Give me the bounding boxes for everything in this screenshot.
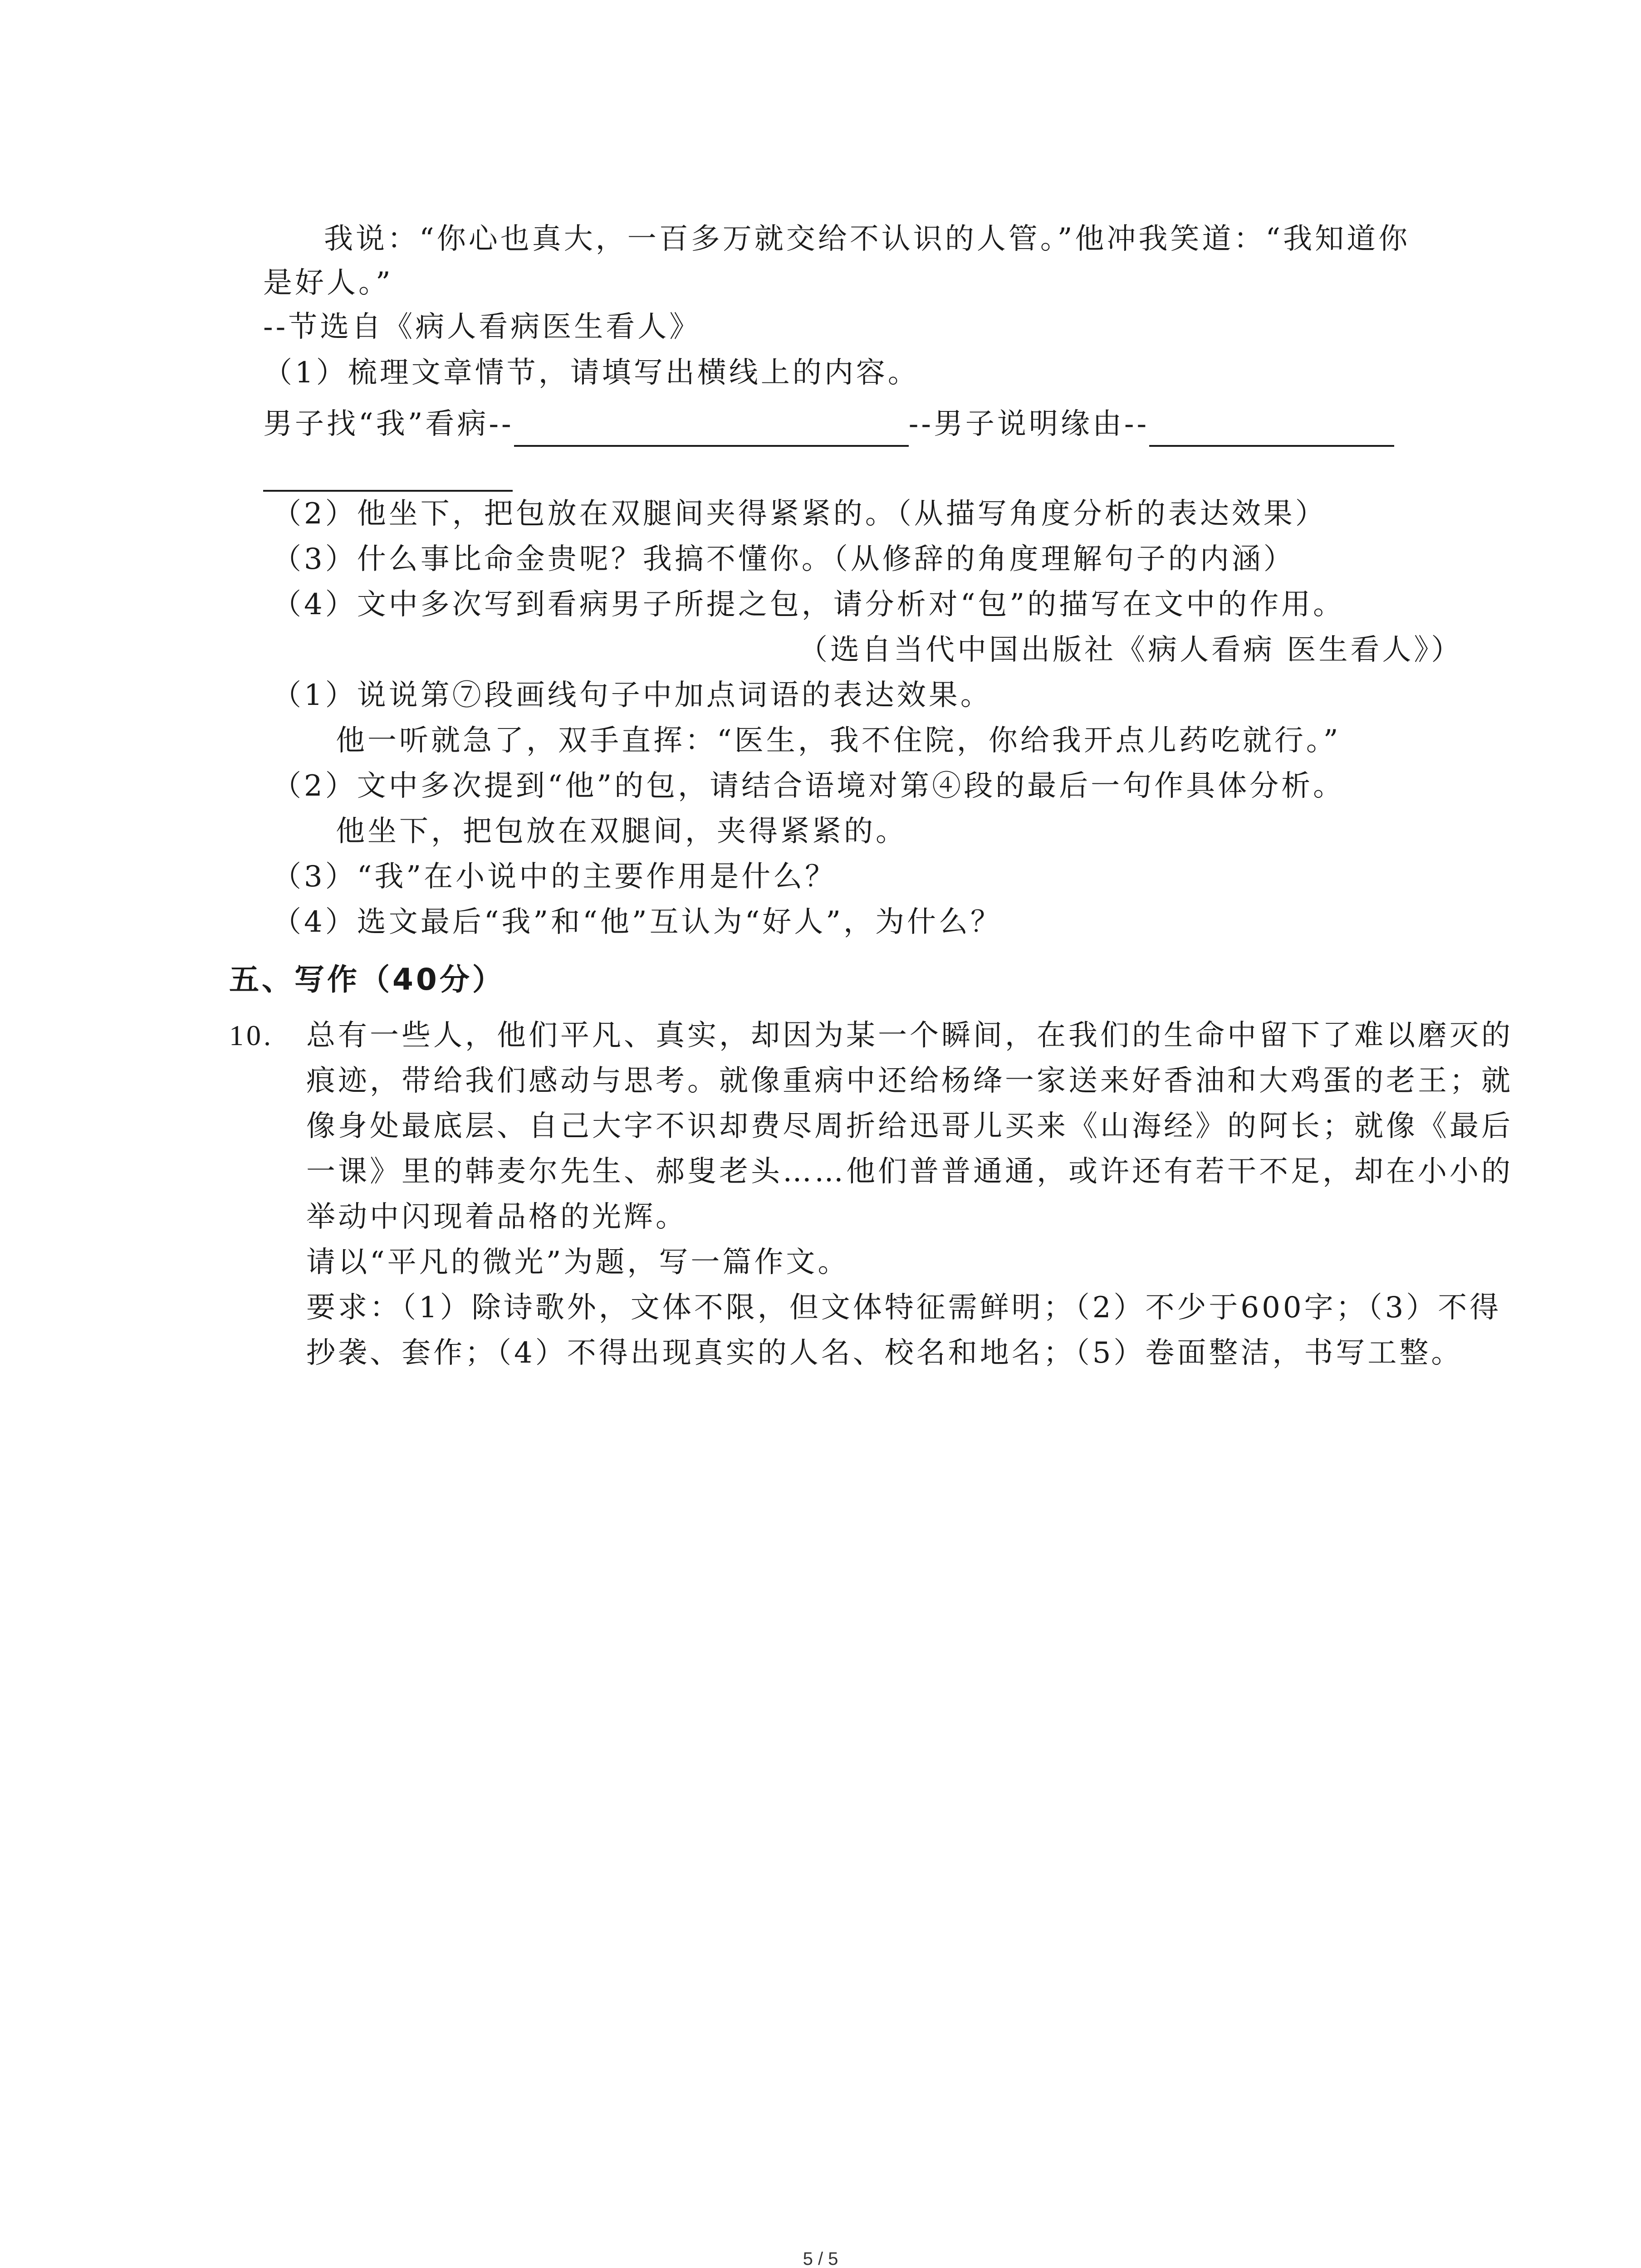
q2-set-q1-quote: 他一听就急了，双手直挥：“医生，我不住院，你给我开点儿药吃就行。”: [336, 724, 1341, 758]
answer-blank-1[interactable]: [514, 413, 909, 447]
q2-question: （2）他坐下，把包放在双腿间夹得紧紧的。（从描写角度分析的表达效果）: [272, 497, 1327, 531]
plot-start: 男子找“我”看病--: [263, 407, 514, 441]
q1-plot-fill: [263, 401, 1394, 447]
q2-set-q1: （1）说说第⑦段画线句子中加点词语的表达效果。: [272, 679, 992, 712]
q2-set-q2: （2）文中多次提到“他”的包，请结合语境对第④段的最后一句作具体分析。: [272, 769, 1345, 803]
answer-blank-3[interactable]: [263, 458, 513, 492]
passage-line-1: 我说：“你心也真大，一百多万就交给不认识的人管。”他冲我笑道：“我知道你: [324, 222, 1411, 256]
passage-source: --节选自《病人看病医生看人》: [263, 310, 701, 344]
section-heading: 五、写作（40分）: [229, 962, 505, 997]
plot-mid: --男子说明缘由--: [908, 407, 1150, 441]
q1-plot-question: （1）梳理文章情节，请填写出横线上的内容。: [263, 356, 920, 390]
passage-line-2: 是好人。”: [263, 266, 393, 300]
essay-requirements-1: 要求：（1）除诗歌外，文体不限，但文体特征需鲜明；（2）不少于600字；（3）不得: [306, 1291, 1502, 1325]
essay-intro-line-5: 举动中闪现着品格的光辉。: [306, 1200, 687, 1234]
essay-intro-line-3: 像身处最底层、自己大字不识却费尽周折给迅哥儿买来《山海经》的阿长；就像《最后: [306, 1110, 1513, 1143]
page-number: 5 / 5: [803, 2249, 838, 2268]
essay-intro-line-4: 一课》里的韩麦尔先生、郝叟老头……他们普普通通，或许还有若干不足，却在小小的: [306, 1155, 1513, 1188]
essay-intro-line-2: 痕迹，带给我们感动与思考。就像重病中还给杨绛一家送来好香油和大鸡蛋的老王；就: [306, 1064, 1513, 1098]
essay-prompt: 请以“平凡的微光”为题，写一篇作文。: [306, 1246, 850, 1279]
answer-blank-2[interactable]: [1149, 413, 1394, 447]
q3-question: （3）什么事比命金贵呢？我搞不懂你。（从修辞的角度理解句子的内涵）: [272, 543, 1295, 576]
q-source-note: （选自当代中国出版社《病人看病 医生看人》）: [798, 633, 1463, 667]
q4-question: （4）文中多次写到看病男子所提之包，请分析对“包”的描写在文中的作用。: [272, 588, 1345, 621]
q2-set-q2-quote: 他坐下，把包放在双腿间，夹得紧紧的。: [336, 815, 907, 848]
essay-requirements-2: 抄袭、套作；（4）不得出现真实的人名、校名和地名；（5）卷面整洁，书写工整。: [306, 1336, 1463, 1370]
question-number: 10.: [229, 1019, 274, 1051]
essay-intro-line-1: 总有一些人，他们平凡、真实，却因为某一个瞬间，在我们的生命中留下了难以磨灭的: [306, 1019, 1513, 1052]
q2-set-q3: （3）“我”在小说中的主要作用是什么？: [272, 860, 837, 894]
q2-set-q4: （4）选文最后“我”和“他”互认为“好人”，为什么？: [272, 905, 1003, 939]
